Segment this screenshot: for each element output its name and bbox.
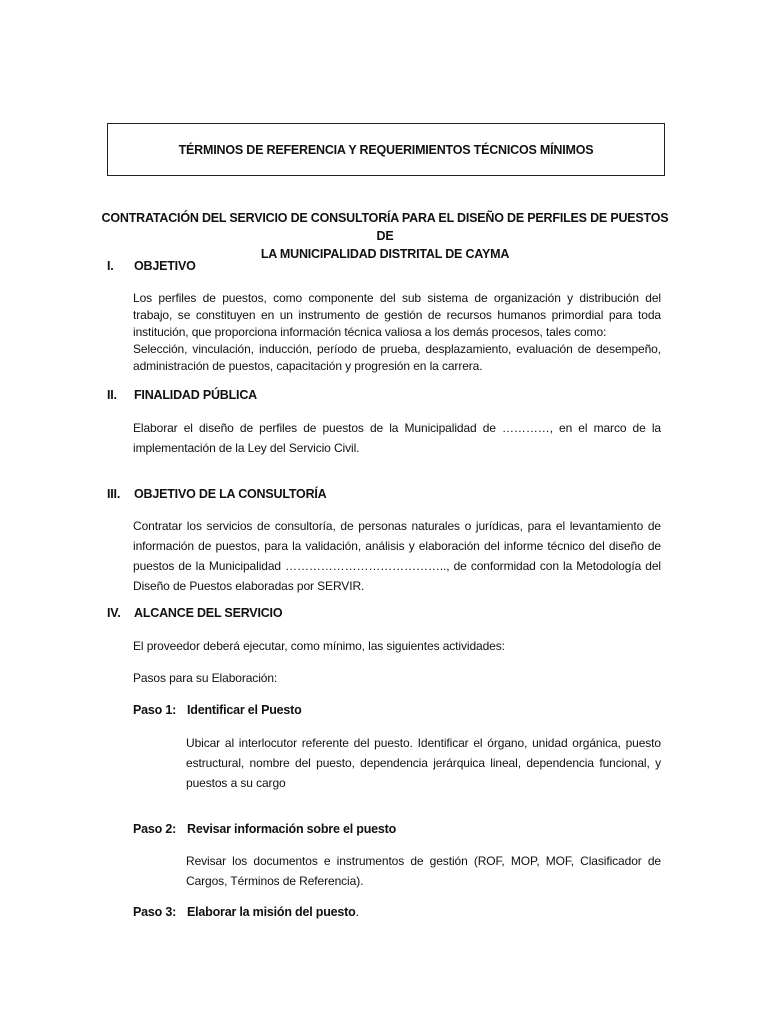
subtitle-line-2: LA MUNICIPALIDAD DISTRITAL DE CAYMA	[260, 247, 510, 261]
step-title-suffix: .	[355, 905, 359, 919]
section-heading-objetivo	[107, 259, 196, 273]
document-title: TÉRMINOS DE REFERENCIA Y REQUERIMIENTOS TÉCNICOS MÍNIMOS	[178, 142, 594, 157]
step-title: Revisar información sobre el puesto	[187, 822, 397, 836]
step-title: Identificar el Puesto	[187, 703, 302, 717]
step-title: Elaborar la misión del puesto	[187, 905, 356, 919]
section-body-finalidad	[133, 418, 661, 458]
document-title-box	[107, 123, 665, 176]
section-number: IV.	[107, 606, 121, 620]
step-1-heading	[133, 703, 302, 717]
section-heading-alcance	[107, 606, 282, 620]
paragraph: Pasos para su Elaboración:	[133, 671, 278, 685]
section-title: OBJETIVO DE LA CONSULTORÍA	[134, 487, 327, 501]
section-title: ALCANCE DEL SERVICIO	[134, 606, 283, 620]
section-body-alcance	[133, 638, 661, 655]
paragraph: Contratar los servicios de consultoría, de personas naturales o jurídicas, para el levantamiento de información de puestos, para la validación, análisis y elaboración del informe técnico del diseño de puestos de la Municipalidad ………………………………….., de conformidad con la Metodología del Diseño de Puestos elaboradas por SERVIR.	[133, 519, 661, 593]
section-body-objetivo-consultoria	[133, 516, 661, 596]
paragraph: Los perfiles de puestos, como componente del sub sistema de organización y distribución del trabajo, se constituyen en un instrumento de gestión de recursos humanos primordial para toda institución, que proporciona información técnica valiosa a los demás procesos, tales como:	[133, 291, 661, 339]
section-number: I.	[107, 259, 114, 273]
step-2-body	[186, 851, 661, 891]
section-number: III.	[107, 487, 121, 501]
paragraph: Ubicar al interlocutor referente del puesto. Identificar el órgano, unidad orgánica, puesto estructural, nombre del puesto, dependencia jerárquica lineal, dependencia funcional, y puestos a su cargo	[186, 736, 661, 790]
steps-intro	[133, 670, 661, 687]
step-1-body	[186, 733, 661, 793]
step-number: Paso 3:	[133, 905, 177, 919]
section-body-objetivo	[133, 290, 661, 375]
step-3-heading	[133, 905, 359, 919]
step-number: Paso 2:	[133, 822, 177, 836]
step-number: Paso 1:	[133, 703, 177, 717]
paragraph: Selección, vinculación, inducción, período de prueba, desplazamiento, evaluación de desempeño, administración de puestos, capacitación y progresión en la carrera.	[133, 342, 661, 373]
document-subtitle	[100, 209, 670, 263]
paragraph: Revisar los documentos e instrumentos de gestión (ROF, MOP, MOF, Clasificador de Cargos, Términos de Referencia).	[186, 854, 661, 888]
section-title: OBJETIVO	[134, 259, 196, 273]
section-heading-finalidad	[107, 388, 257, 402]
section-heading-objetivo-consultoria	[107, 487, 327, 501]
subtitle-line-1: CONTRATACIÓN DEL SERVICIO DE CONSULTORÍA PARA EL DISEÑO DE PERFILES DE PUESTOS DE	[101, 211, 669, 243]
step-2-heading	[133, 822, 396, 836]
section-number: II.	[107, 388, 117, 402]
paragraph: El proveedor deberá ejecutar, como mínimo, las siguientes actividades:	[133, 639, 505, 653]
paragraph: Elaborar el diseño de perfiles de puestos de la Municipalidad de …………, en el marco de la implementación de la Ley del Servicio Civil.	[133, 421, 661, 455]
section-title: FINALIDAD PÚBLICA	[134, 388, 257, 402]
